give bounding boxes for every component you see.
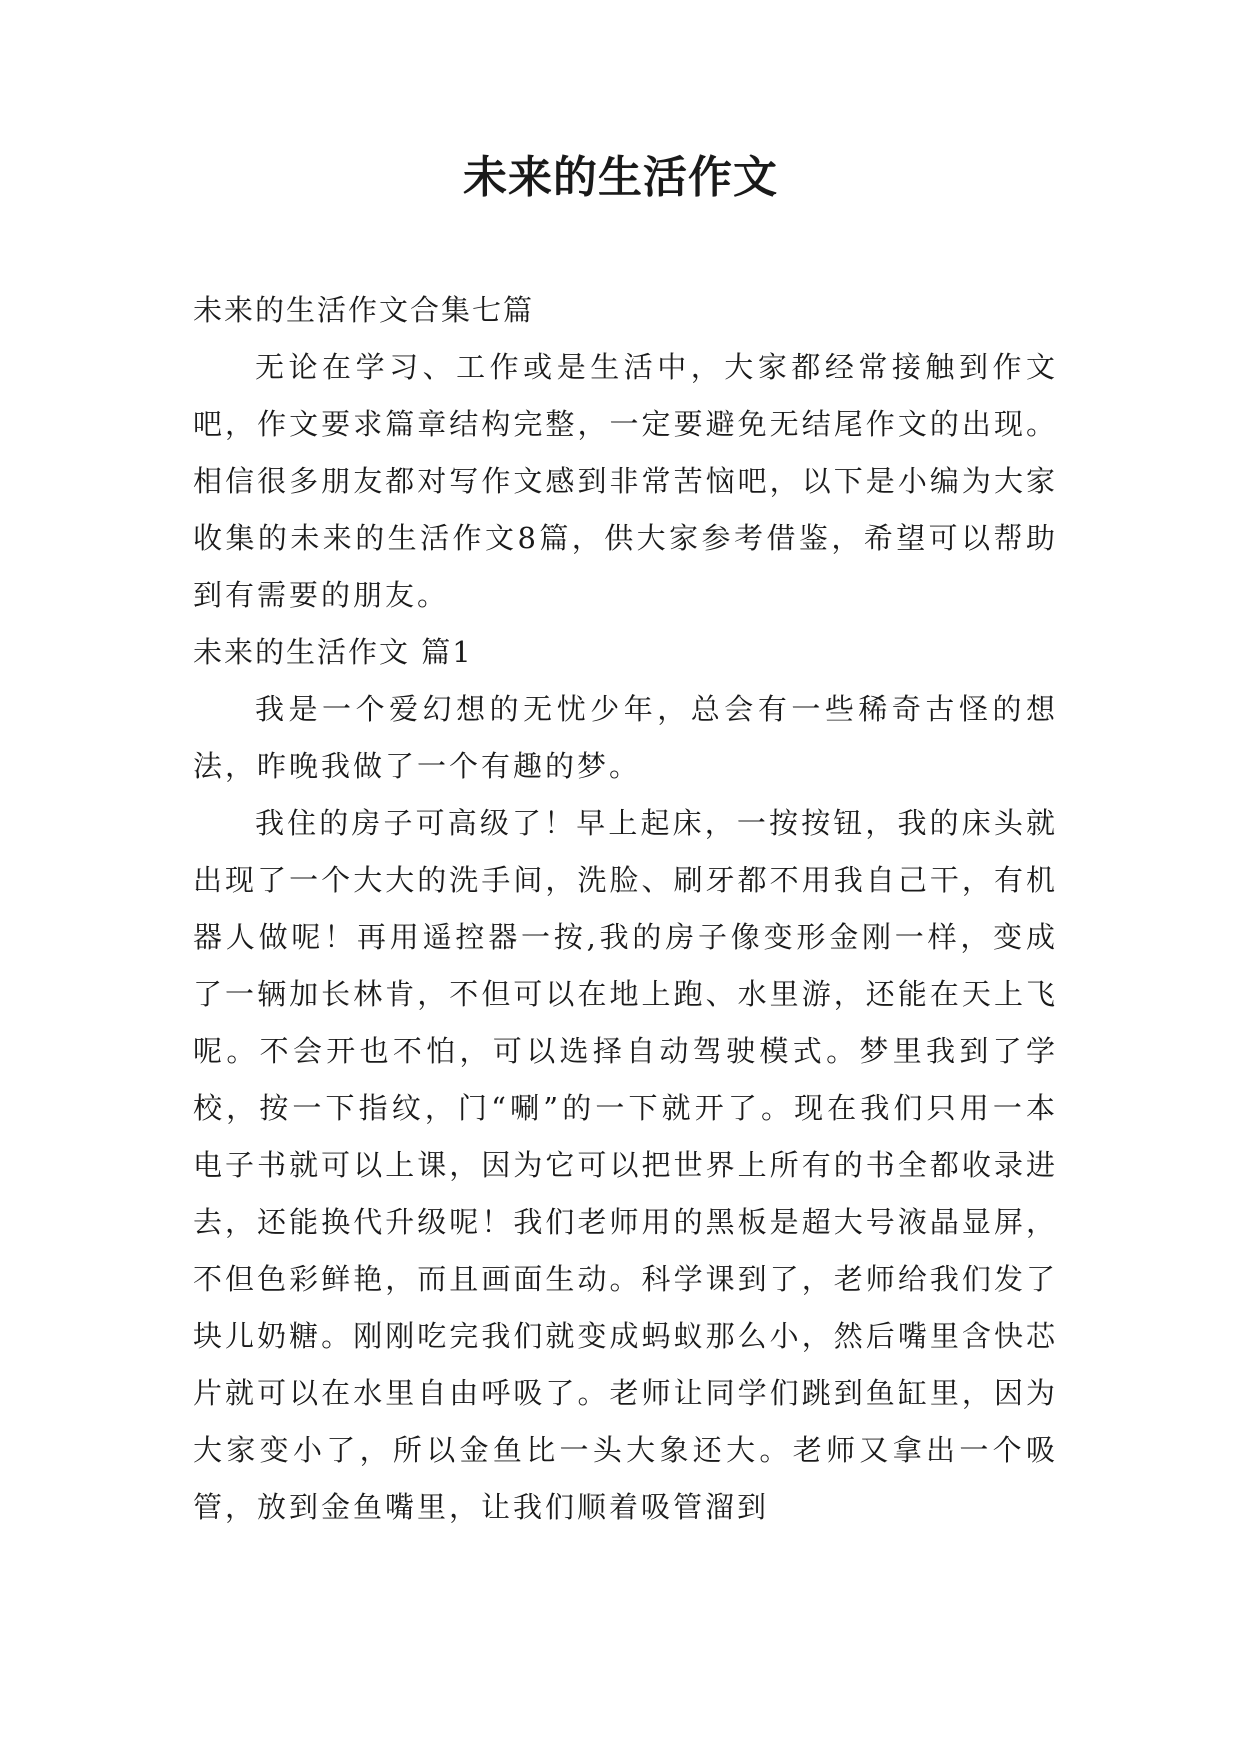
intro-paragraph: 无论在学习、工作或是生活中，大家都经常接触到作文吧，作文要求篇章结构完整，一定要避免无结尾作文的出现。相信很多朋友都对写作文感到非常苦恼吧，以下是小编为大家收集的未来的生活作文8篇，供大家参考借鉴，希望可以帮助到有需要的朋友。 [193, 350, 1058, 612]
section-heading: 未来的生活作文 篇1 [193, 635, 473, 669]
collection-subtitle: 未来的生活作文合集七篇 [193, 293, 535, 327]
essay-paragraph-2: 我住的房子可高级了！早上起床，一按按钮，我的床头就出现了一个大大的洗手间，洗脸、刷牙都不用我自己干，有机器人做呢！再用遥控器一按,我的房子像变形金刚一样，变成了一辆加长林肯，不但可以在地上跑、水里游，还能在天上飞呢。不会开也不怕，可以选择自动驾驶模式。梦里我到了学校，按一下指纹，门“唰”的一下就开了。现在我们只用一本电子书就可以上课，因为它可以把世界上所有的书全都收录进去，还能换代升级呢！我们老师用的黑板是超大号液晶显屏，不但色彩鲜艳，而且画面生动。科学课到了，老师给我们发了块儿奶糖。刚刚吃完我们就变成蚂蚁那么小，然后嘴里含快芯片就可以在水里自由呼吸了。老师让同学们跳到鱼缸里，因为大家变小了，所以金鱼比一头大象还大。老师又拿出一个吸管，放到金鱼嘴里，让我们顺着吸管溜到 [193, 806, 1058, 1524]
document-body [193, 282, 1058, 1536]
essay-paragraph-1: 我是一个爱幻想的无忧少年，总会有一些稀奇古怪的想法，昨晚我做了一个有趣的梦。 [193, 692, 1058, 783]
document-title: 未来的生活作文 [463, 152, 778, 203]
